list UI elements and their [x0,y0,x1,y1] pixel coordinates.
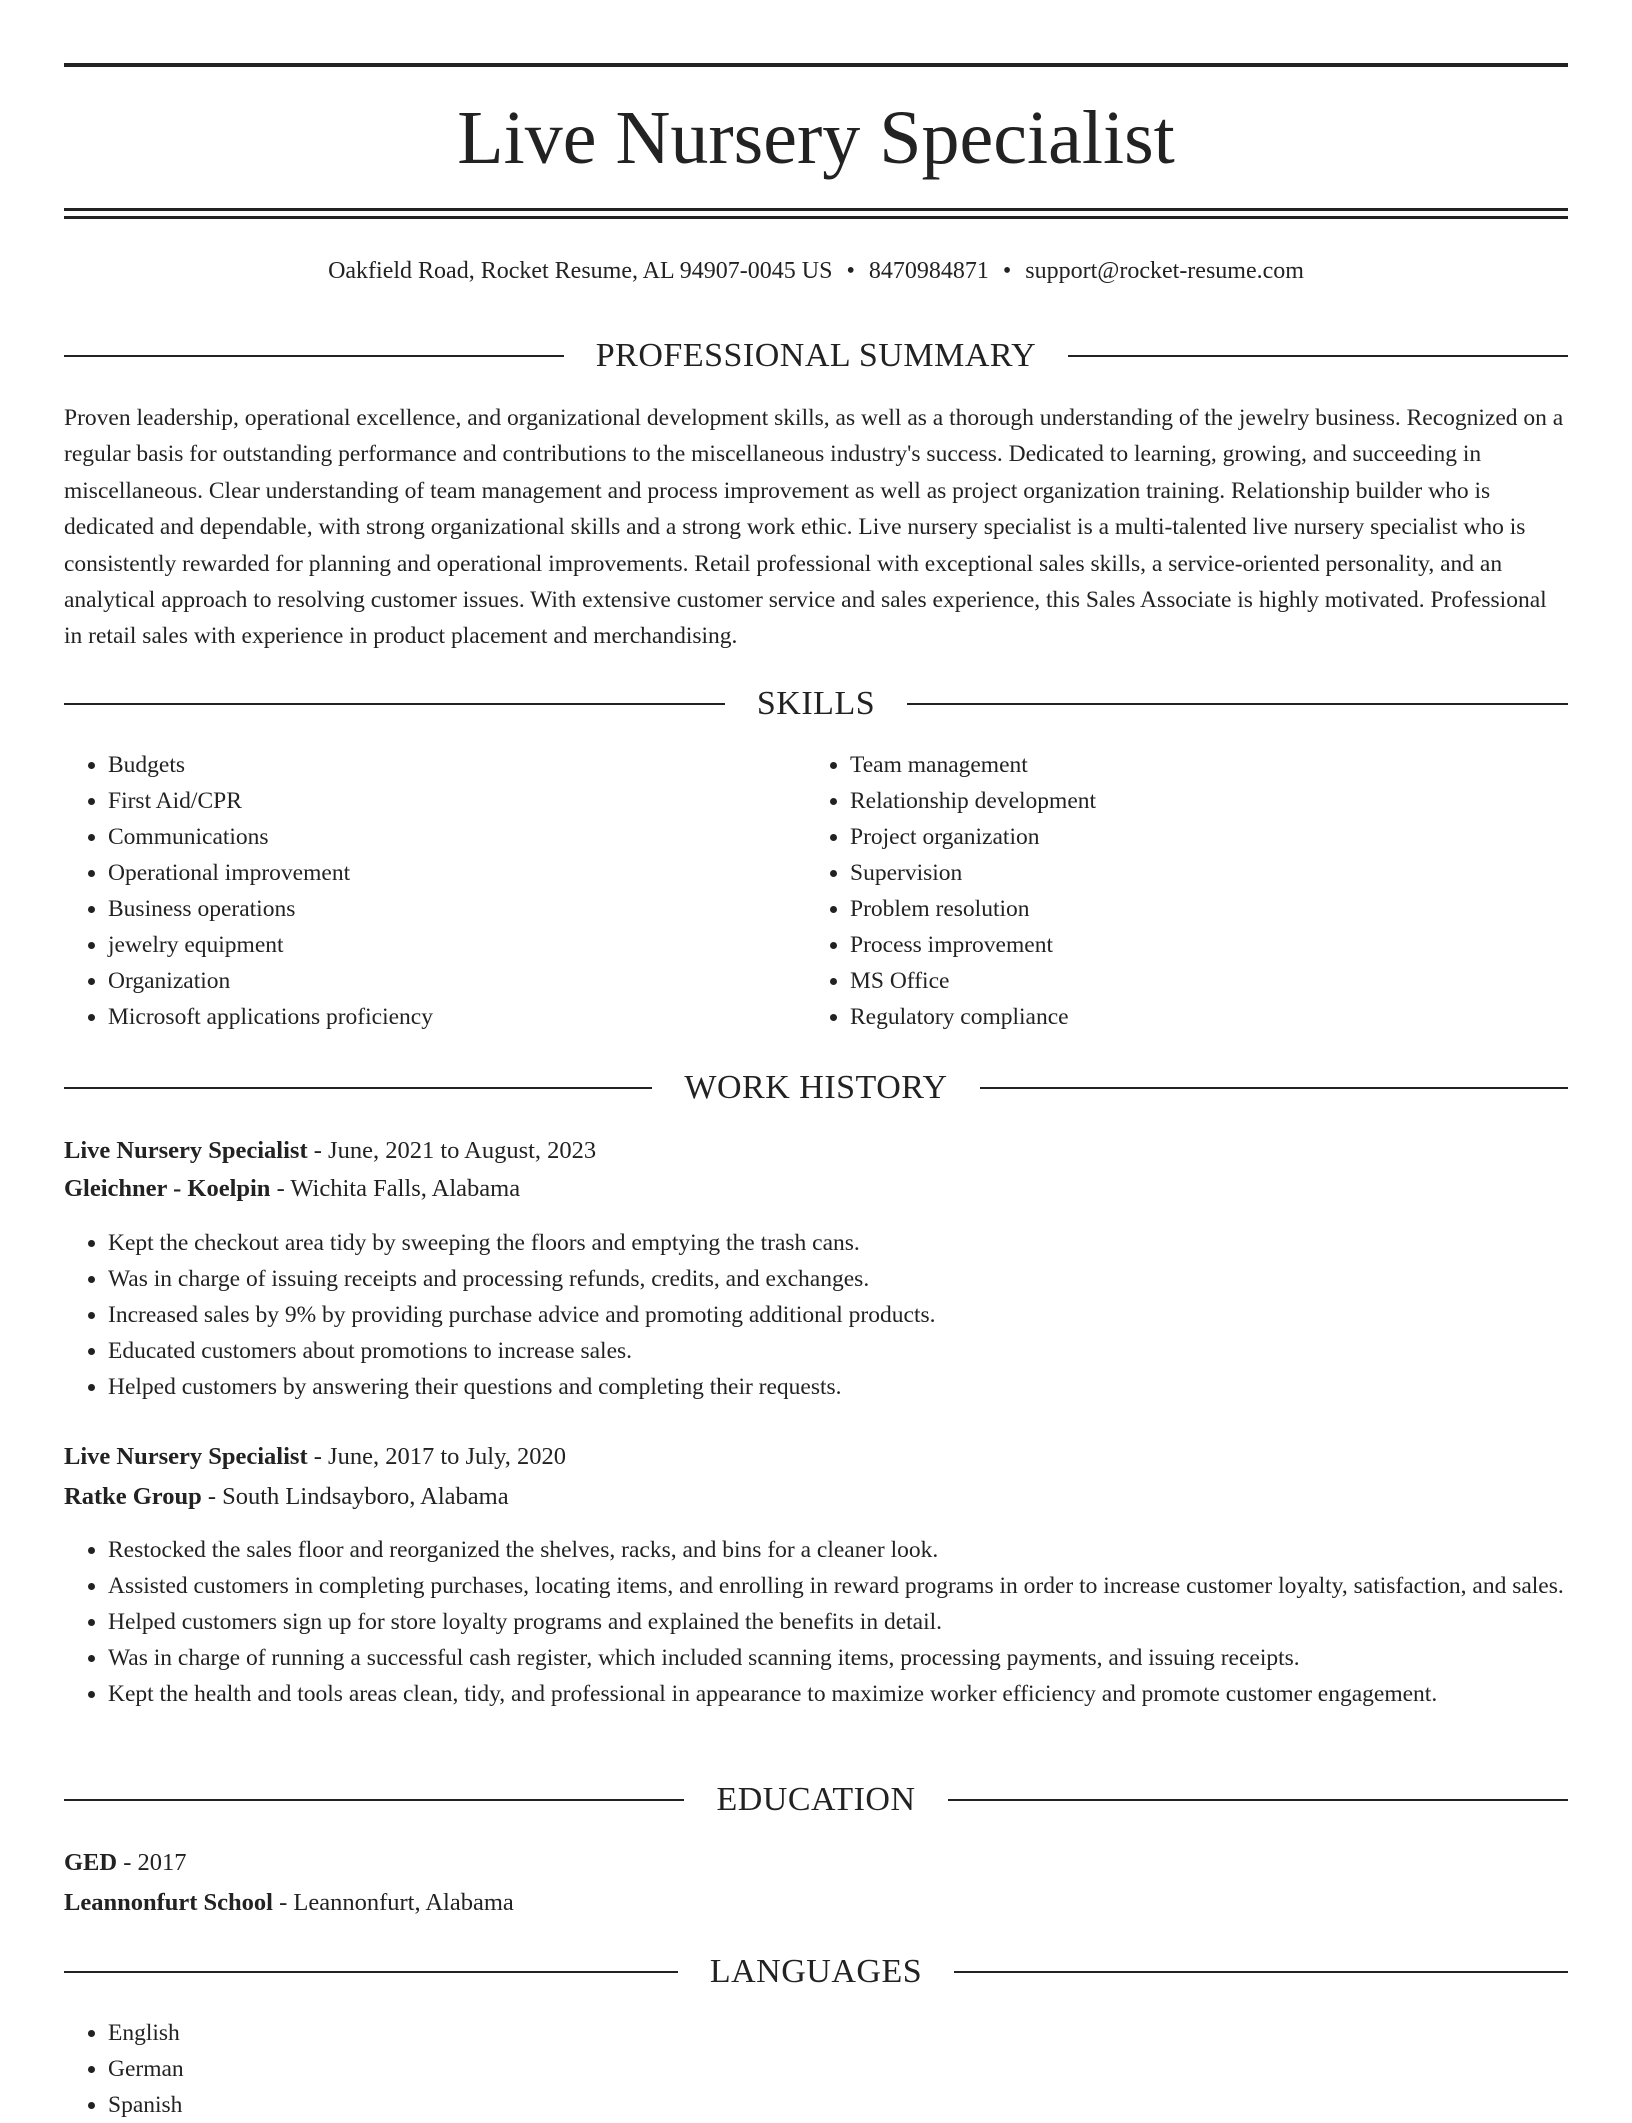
skill-item: • jewelry equipment [108,927,764,963]
skill-item: • Problem resolution [850,891,1506,927]
education-school: Leannonfurt School [64,1889,273,1916]
heading-rule-left [64,1087,652,1089]
top-rule [64,63,1568,67]
heading-rule-left [64,703,725,705]
job-company: Ratke Group [64,1483,202,1510]
contact-phone: 8470984871 [868,258,989,284]
job-dates: - June, 2017 to July, 2020 [307,1443,566,1470]
job-bullet: • Helped customers by answering their questions and completing their requests. [108,1369,1568,1405]
skill-item: • First Aid/CPR [108,783,764,819]
job-title: Live Nursery Specialist [64,1137,308,1164]
contact-separator: • [1002,258,1012,284]
job-location: - South Lindsayboro, Alabama [201,1483,509,1510]
section-heading-skills [64,684,1568,724]
language-item: • English [108,2015,1568,2051]
job-bullet: • Restocked the sales floor and reorganized the shelves, racks, and bins for a cleaner look. [108,1532,1568,1568]
skill-item: • Team management [850,747,1506,783]
heading-rule-right [954,1971,1568,1973]
heading-rule-left [64,1799,684,1801]
education-degree: GED [64,1849,118,1876]
heading-rule-right [948,1799,1568,1801]
job-bullet: • Assisted customers in completing purchases, locating items, and enrolling in reward programs in order to increase customer loyalty, satisfaction, and sales. [108,1568,1568,1604]
contact-separator: • [846,258,855,284]
skill-item: • Operational improvement [108,855,764,891]
education-location: - Leannonfurt, Alabama [272,1889,514,1916]
skill-item: • Business operations [108,891,764,927]
skill-item: • MS Office [850,963,1506,999]
education-degree-line [64,1845,1568,1881]
contact-address: Oakfield Road, Rocket Resume, AL 94907-0045 US [328,258,833,284]
skill-item: • Budgets [108,747,764,783]
job-title-line [64,1133,1568,1169]
header-rule-upper [64,208,1568,211]
section-heading-education [64,1780,1568,1820]
section-title: EDUCATION [716,1781,916,1818]
contact-line [64,254,1568,288]
job-title-line [64,1439,1568,1475]
section-heading-work-history [64,1068,1568,1108]
skills-column-right [806,747,1506,1035]
job-bullets [64,1225,1568,1405]
section-title: PROFESSIONAL SUMMARY [595,337,1037,374]
skill-item: • Relationship development [850,783,1506,819]
job-bullet: • Educated customers about promotions to increase sales. [108,1333,1568,1369]
skill-item: • Communications [108,819,764,855]
languages-list [64,2015,1568,2123]
heading-rule-right [980,1087,1568,1089]
skill-item: • Supervision [850,855,1506,891]
skills-column-left [64,747,764,1035]
skill-item: • Process improvement [850,927,1506,963]
section-heading-languages [64,1952,1568,1992]
section-title: SKILLS [756,685,876,722]
skill-item: • Project organization [850,819,1506,855]
skill-item: • Regulatory compliance [850,999,1506,1035]
job-bullet: • Kept the health and tools areas clean, tidy, and professional in appearance to maximize worker efficiency and promote customer engagement. [108,1676,1568,1712]
section-title: LANGUAGES [709,1953,923,1990]
skill-item: • Organization [108,963,764,999]
heading-rule-left [64,1971,678,1973]
header-rule-lower [64,216,1568,219]
section-heading-summary [64,336,1568,376]
job-bullets [64,1532,1568,1712]
heading-rule-right [1068,355,1568,357]
job-bullet: • Was in charge of running a successful cash register, which included scanning items, processing payments, and issuing receipts. [108,1640,1568,1676]
summary-text: Proven leadership, operational excellence, and organizational development skills, as well as a thorough understanding of the jewelry business. Recognized on a regular basis for outstanding performance and contributions to the miscellaneous industry's success. Dedicated to learning, growing, and succeeding in miscellaneous. Clear understanding of team management and process improvement as well as project organization training. Relationship builder who is dedicated and dependable, with strong organizational skills and a strong work ethic. Live nursery specialist is a multi-talented live nursery specialist who is consistently rewarded for planning and operational improvements. Retail professional with exceptional sales skills, a service-oriented personality, and an analytical approach to resolving customer issues. With extensive customer service and sales experience, this Sales Associate is highly motivated. Professional in retail sales with experience in product placement and merchandising. [64,405,1564,650]
job-location: - Wichita Falls, Alabama [270,1175,521,1202]
skill-item: • Microsoft applications proficiency [108,999,764,1035]
job-company: Gleichner - Koelpin [64,1175,271,1202]
job-title: Live Nursery Specialist [64,1443,308,1470]
contact-email: support@rocket-resume.com [1025,258,1304,284]
job-bullet: • Helped customers sign up for store loyalty programs and explained the benefits in detail. [108,1604,1568,1640]
heading-rule-left [64,355,564,357]
job-company-line [64,1171,1568,1207]
job-dates: - June, 2021 to August, 2023 [307,1137,597,1164]
section-title: WORK HISTORY [684,1069,948,1106]
language-item: • Spanish [108,2087,1568,2123]
job-bullet: • Was in charge of issuing receipts and processing refunds, credits, and exchanges. [108,1261,1568,1297]
job-bullet: • Increased sales by 9% by providing purchase advice and promoting additional products. [108,1297,1568,1333]
heading-rule-right [907,703,1568,705]
education-year: - 2017 [117,1849,187,1876]
resume-name: Live Nursery Specialist [457,96,1175,180]
job-bullet: • Kept the checkout area tidy by sweeping the floors and emptying the trash cans. [108,1225,1568,1261]
job-company-line [64,1479,1568,1515]
education-school-line [64,1885,1568,1921]
language-item: • German [108,2051,1568,2087]
